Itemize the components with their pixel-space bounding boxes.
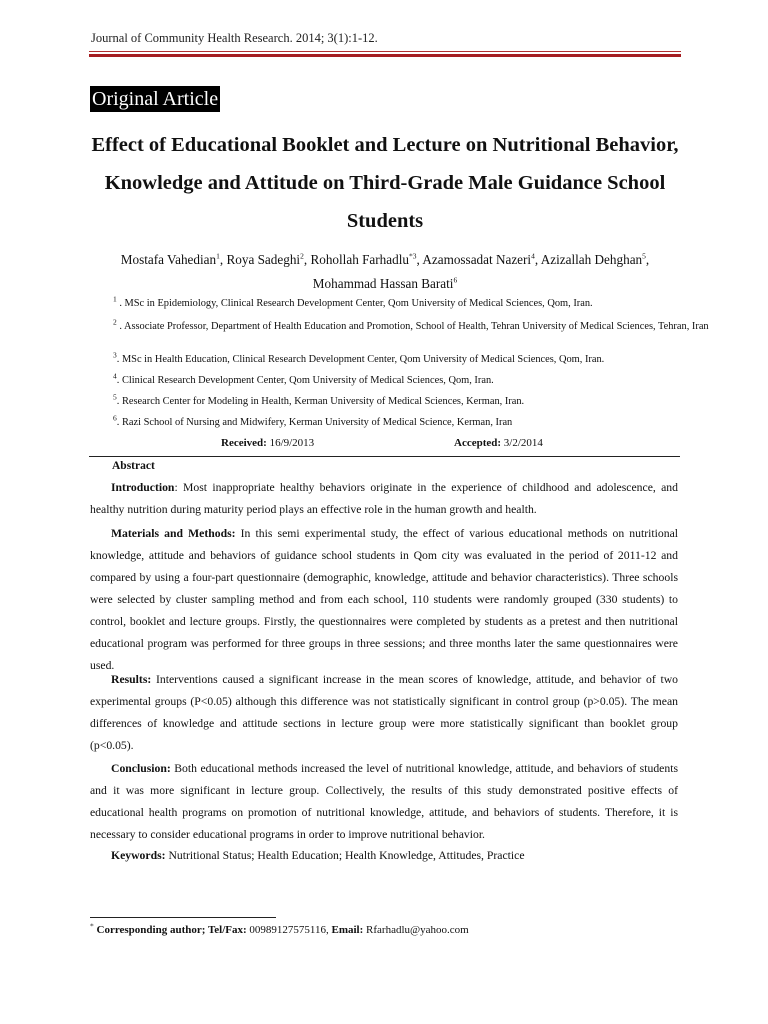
author: Mostafa Vahedian$^1$, [120,251,227,267]
corresponding-author-footnote: * Corresponding author; Tel/Fax: 00989127575116, Email: Rfarhadlu@yahoo.com [90,921,469,936]
footnote-rule [90,917,276,918]
abstract-methods: Materials and Methods: In this semi experimental study, the effect of various educational methods on nutritional knowledge, attitude and behaviors of guidance school students in Qom city was evaluated in the period of 2011-12 and compared by using a four-part questionnaire (demographic, knowledge, attitude and behavior characteristics). Three schools were selected by cluster sampling method and from each school, 110 students were randomly grouped (330 students) to control, booklet and lecture groups. Firstly, the questionnaires were completed by students as a pretest and then nutritional educational program was performed for three groups in three sessions; and three months later the same questionnaires were used. [90,527,678,672]
author-email[interactable]: Rfarhadlu@yahoo.com [363,924,469,936]
abstract-keywords: Keywords: Nutritional Status; Health Education; Health Knowledge, Attitudes, Practice [111,849,525,862]
abstract-results: Results: Interventions caused a significant increase in the mean scores of knowledge, attitude, and behavior of two experimental groups (P<0.05) although this difference was not statistically significant in control group (p>0.05). The mean differences of knowledge and attitude sections in lecture group were more statistically significant than booklet group (p<0.05). [90,673,678,752]
affiliation: $^6$. Razi School of Nursing and Midwifery, Kerman University of Medical Science, Kerman, Iran [113,413,513,428]
affiliation: $^5$. Research Center for Modeling in Health, Kerman University of Medical Sciences, Kerman, Iran. [113,392,525,407]
article-type-badge: Original Article [92,88,219,110]
author: Azizallah Dehghan$^5$, [540,251,650,267]
author: Roya Sadeghi$^2$, [226,251,311,267]
abstract-rule [89,456,680,457]
author: Mohammad Hassan Barati$^6$ [312,275,458,291]
abstract-introduction: Introduction: Most inappropriate healthy behaviors originate in the experience of childhood and adolescence, and healthy nutrition during maturity period plays an effective role in the human growth and health. [90,481,678,516]
affiliation: $^1$ . MSc in Epidemiology, Clinical Research Development Center, Qom University of Medical Sciences, Qom, Iran. [113,294,593,309]
header-rule-thick [89,54,681,57]
author: Azamossadat Nazeri$^4$, [422,251,541,267]
affiliation: $^3$. MSc in Health Education, Clinical Research Development Center, Qom University of Medical Sciences, Qom, Iran. [113,350,605,365]
abstract-conclusion: Conclusion: Both educational methods increased the level of nutritional knowledge, attitude, and behaviors of students and it was more significant in lecture group. Collectively, the results of this study demonstrated positive effects of educational health programs on promotion of nutritional knowledge, attitude, and behaviors of students. Therefore, it is necessary to consider educational programs in order to improve nutritional behavior. [90,762,678,841]
author-list [90,248,680,296]
journal-citation: Journal of Community Health Research. 2014; 3(1):1-12. [91,31,378,45]
affiliation: $^4$. Clinical Research Development Center, Qom University of Medical Sciences, Qom, Iran. [113,371,494,386]
paper-title: Effect of Educational Booklet and Lecture on Nutritional Behavior, Knowledge and Attitude on Third-Grade Male Guidance School Students [91,134,679,232]
abstract-heading: Abstract [112,460,155,472]
header-rule-thin [89,51,681,52]
affiliation: $^2$ . Associate Professor, Department of Health Education and Promotion, School of Health, Tehran University of Medical Sciences, Tehran, Iran [113,317,709,332]
author: Rohollah Farhadlu$^{*3}$, [310,251,423,267]
received-date: Received: 16/9/2013 [221,437,315,449]
accepted-date: Accepted: 3/2/2014 [454,437,543,449]
